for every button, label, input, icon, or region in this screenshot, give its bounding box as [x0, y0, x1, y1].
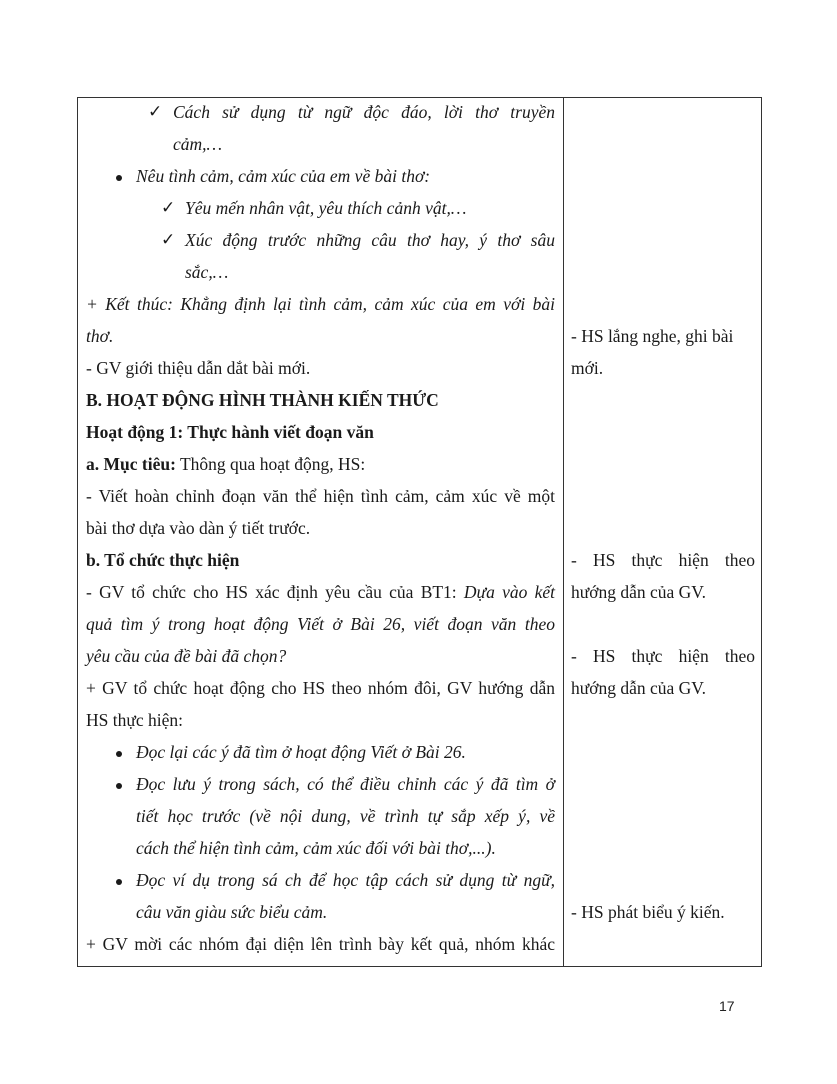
task-quote-end: yêu cầu của đề bài đã chọn? [86, 646, 287, 666]
bullet-item: Đọc lưu ý trong sách, có thể điều chỉnh các ý đã tìm ở [136, 774, 555, 794]
student-activity: - HS thực hiện theo [571, 550, 755, 570]
task-line [86, 581, 555, 603]
student-activity-cont: mới. [571, 358, 604, 378]
section-heading: B. HOẠT ĐỘNG HÌNH THÀNH KIẾN THỨC [86, 390, 439, 410]
group-instruction: + GV tổ chức hoạt động cho HS theo nhóm đôi, GV hướng dẫn [86, 678, 555, 698]
activity-heading: Hoạt động 1: Thực hành viết đoạn văn [86, 422, 374, 442]
bullet-item: Nêu tình cảm, cảm xúc của em về bài thơ: [136, 166, 431, 186]
check-item: Yêu mến nhân vật, yêu thích cảnh vật,… [185, 198, 467, 218]
bullet-icon [116, 175, 122, 181]
check-item-cont: sắc,… [185, 262, 229, 282]
checkmark-icon: ✓ [148, 102, 163, 121]
objective-detail-cont: bài thơ dựa vào dàn ý tiết trước. [86, 518, 311, 538]
task-quote: Dựa vào kết [463, 582, 556, 602]
checkmark-icon: ✓ [161, 230, 176, 249]
objective-text: Thông qua hoạt động, HS: [175, 454, 366, 474]
bullet-item-cont: tiết học trước (về nội dung, về trình tự sắp xếp ý, về [136, 806, 555, 826]
group-instruction-cont: HS thực hiện: [86, 710, 183, 730]
objective-line [86, 453, 365, 475]
task-quote-cont: quả tìm ý trong hoạt động Viết ở Bài 26, viết đoạn văn theo [86, 614, 555, 634]
teacher-intro: - GV giới thiệu dẫn dắt bài mới. [86, 358, 311, 378]
bullet-icon [116, 751, 122, 757]
bullet-item: Đọc ví dụ trong sá ch để học tập cách sử dụng từ ngữ, [136, 870, 555, 890]
student-activity-cont: hướng dẫn của GV. [571, 582, 707, 602]
conclusion-line-cont: thơ. [86, 326, 114, 346]
bullet-icon [116, 879, 122, 885]
page-number: 17 [719, 998, 735, 1014]
student-activity: - HS thực hiện theo [571, 646, 755, 666]
lesson-table [77, 97, 762, 967]
check-item: Xúc động trước những câu thơ hay, ý thơ sâu [185, 230, 555, 250]
check-item: Cách sử dụng từ ngữ độc đáo, lời thơ truyền [173, 102, 555, 122]
student-activity: - HS phát biểu ý kiến. [571, 902, 725, 922]
bullet-icon [116, 783, 122, 789]
organize-heading: b. Tổ chức thực hiện [86, 550, 240, 570]
task-text: - GV tổ chức cho HS xác định yêu cầu của BT1: [86, 582, 464, 602]
column-divider [563, 98, 564, 966]
checkmark-icon: ✓ [161, 198, 176, 217]
check-item-cont: cảm,… [173, 134, 223, 154]
student-activity: - HS lắng nghe, ghi bài [571, 326, 734, 346]
bullet-item-cont: cách thể hiện tình cảm, cảm xúc đối với bài thơ,...). [136, 838, 496, 858]
objective-label: a. Mục tiêu: [86, 454, 176, 474]
bullet-item: Đọc lại các ý đã tìm ở hoạt động Viết ở Bài 26. [136, 742, 466, 762]
student-activity-cont: hướng dẫn của GV. [571, 678, 707, 698]
conclusion-line: + Kết thúc: Khẳng định lại tình cảm, cảm xúc của em với bài [86, 294, 555, 314]
report-instruction: + GV mời các nhóm đại diện lên trình bày kết quả, nhóm khác [86, 934, 555, 954]
objective-detail: - Viết hoàn chỉnh đoạn văn thể hiện tình cảm, cảm xúc về một [86, 486, 555, 506]
bullet-item-cont: câu văn giàu sức biểu cảm. [136, 902, 328, 922]
